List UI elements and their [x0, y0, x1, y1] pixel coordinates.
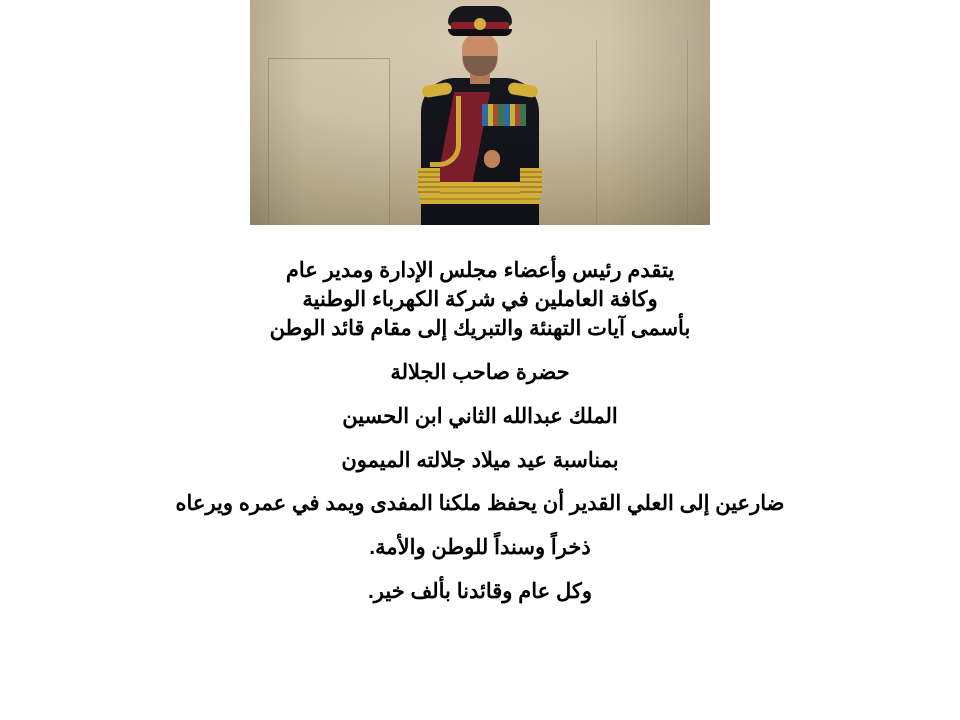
portrait-background — [250, 0, 710, 225]
wall-panel-left — [268, 58, 390, 225]
greeting-line-8: ذخراً وسنداً للوطن والأمة. — [369, 536, 591, 560]
cuff-left — [418, 168, 440, 194]
greeting-line-9: وكل عام وقائدنا بألف خير. — [367, 579, 593, 603]
king-figure — [380, 0, 580, 225]
greeting-line-2: وكافة العاملين في شركة الكهرباء الوطنية — [302, 287, 658, 311]
greeting-line-3: بأسمى آيات التهنئة والتبريك إلى مقام قائد الوطن — [269, 316, 691, 340]
beard — [463, 56, 497, 76]
greeting-line-7: ضارعين إلى العلي القدير أن يحفظ ملكنا المفدى ويمد في عمره ويرعاه — [175, 492, 785, 516]
greeting-line-6: بمناسبة عيد ميلاد جلالته الميمون — [341, 448, 619, 472]
aiguillette-cord — [430, 96, 461, 167]
hand — [484, 150, 500, 168]
cuff-right — [520, 168, 542, 194]
greeting-line-5: الملك عبدالله الثاني ابن الحسين — [342, 404, 618, 428]
wall-panel-right — [596, 40, 688, 225]
greeting-line-4: حضرة صاحب الجلالة — [390, 360, 570, 384]
cap-brim — [448, 29, 512, 36]
greeting-text-block — [0, 257, 960, 607]
cap-badge-icon — [474, 18, 486, 30]
medal-ribbons — [482, 104, 526, 126]
greeting-line-1: يتقدم رئيس وأعضاء مجلس الإدارة ومدير عام — [285, 259, 675, 282]
king-portrait-photo — [250, 0, 710, 225]
